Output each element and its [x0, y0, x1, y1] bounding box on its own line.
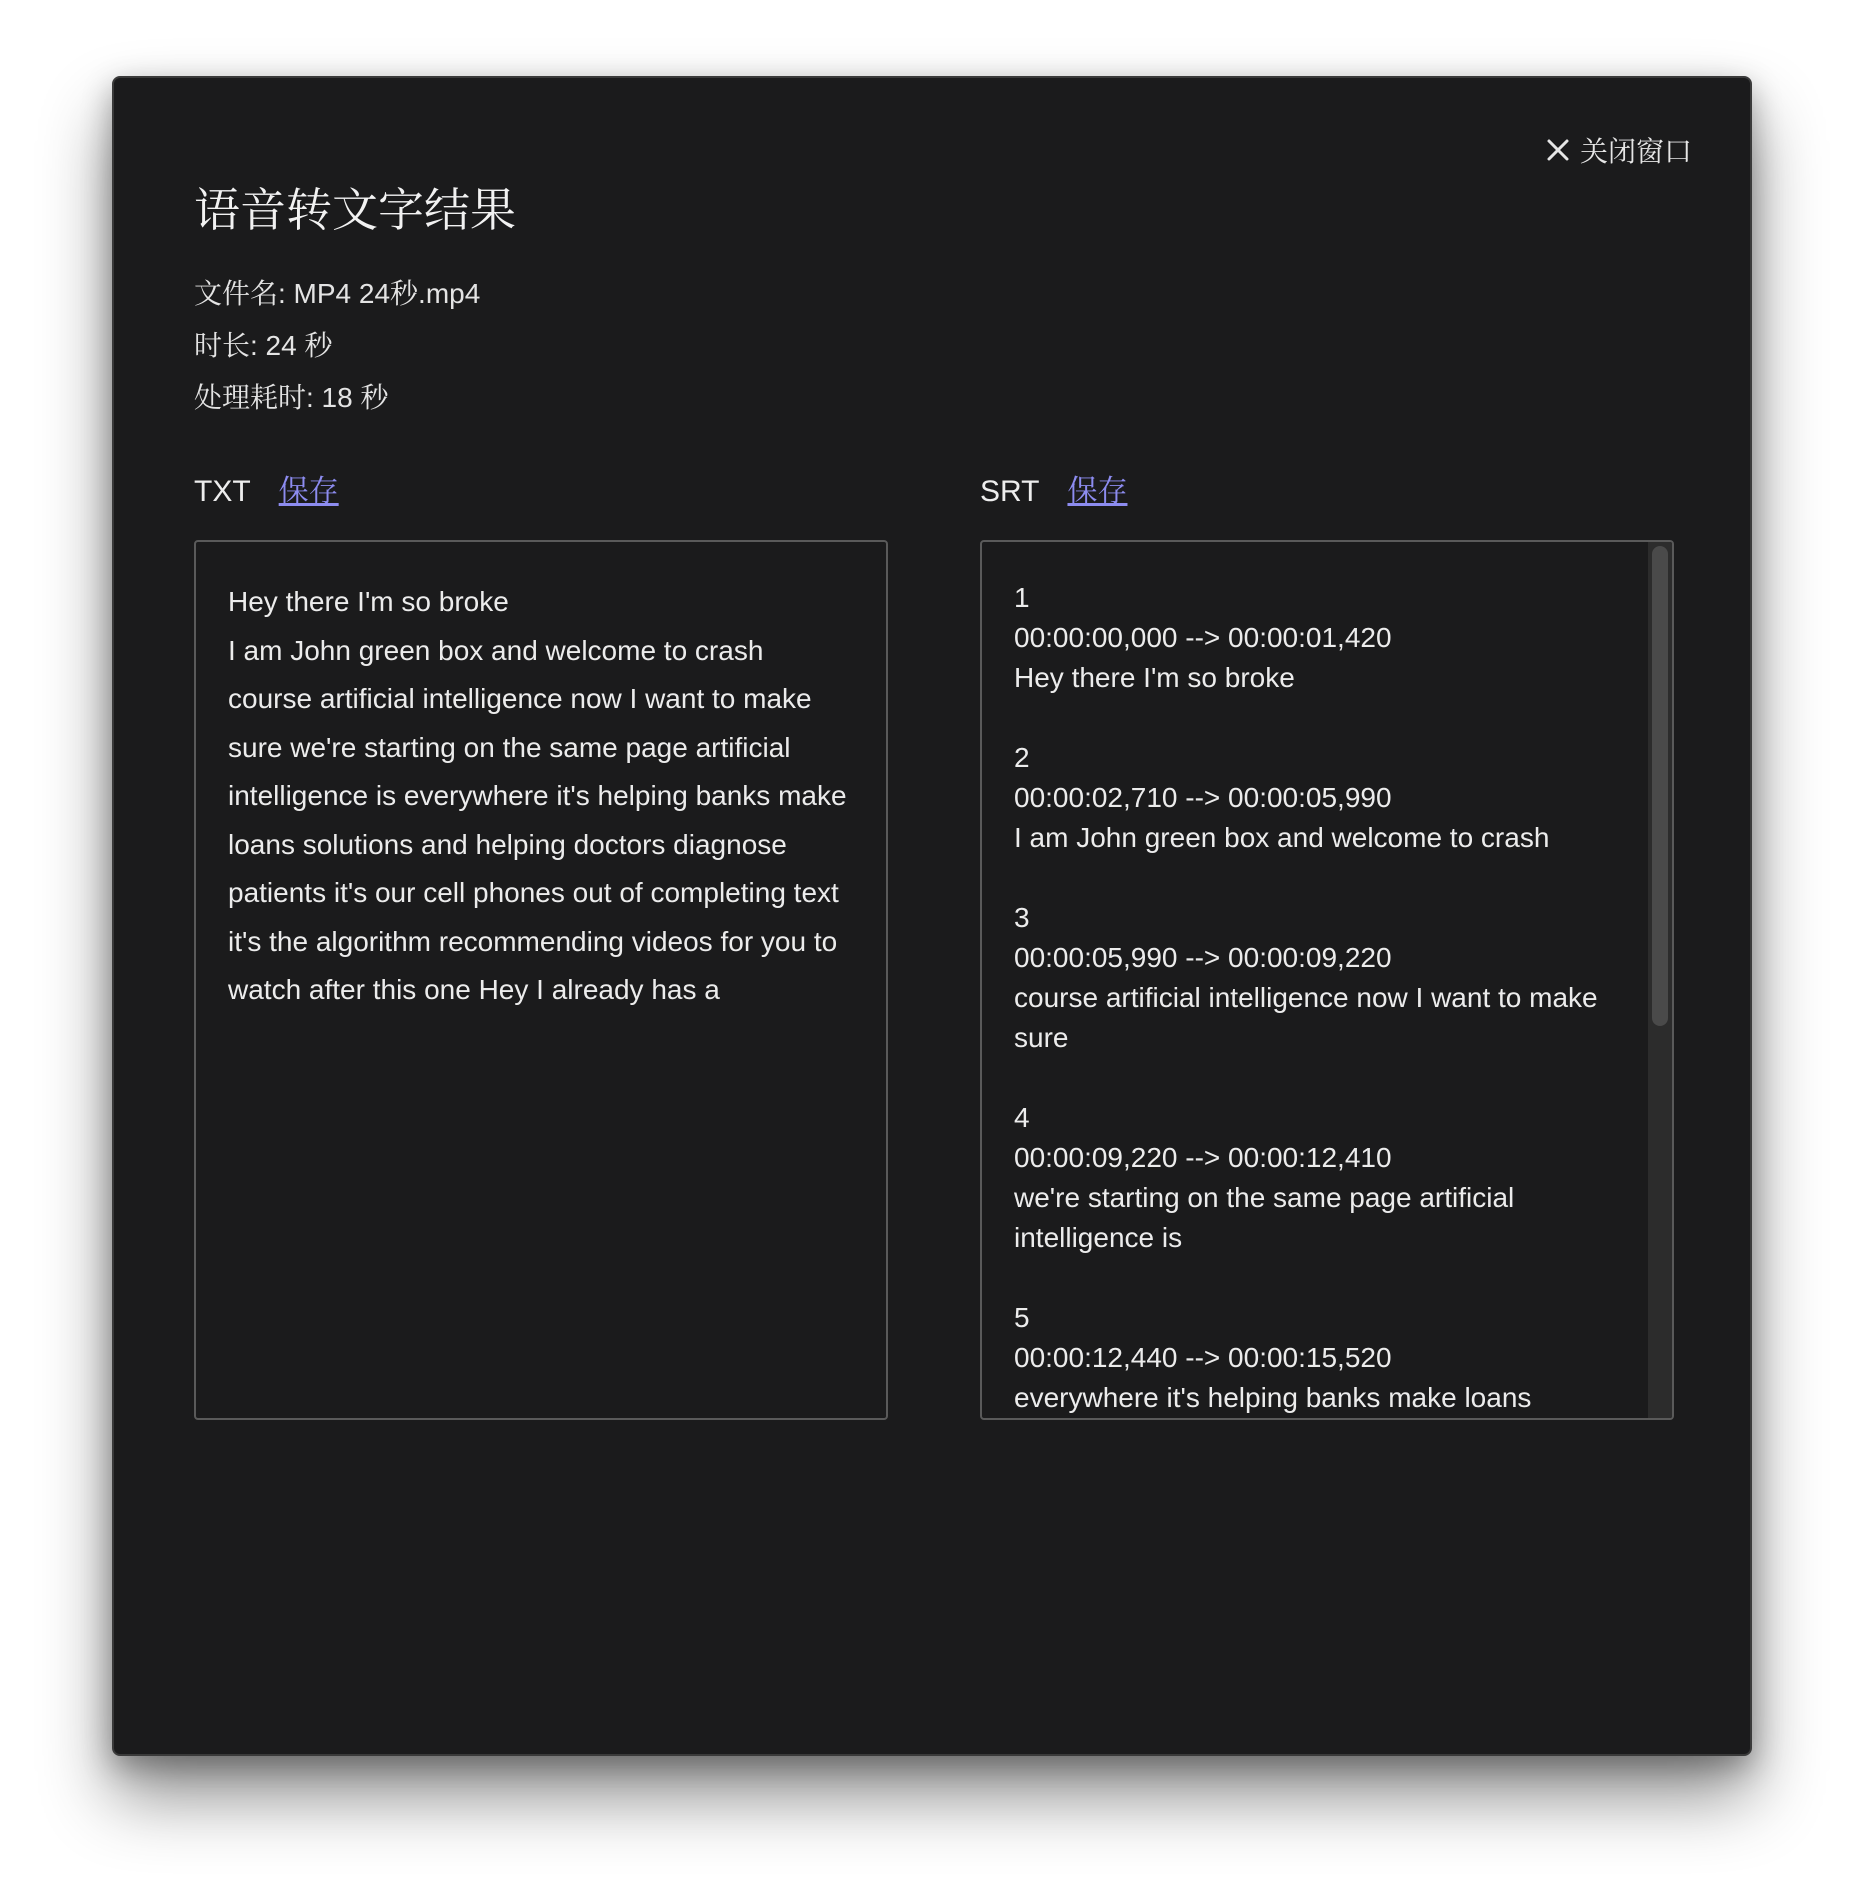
txt-header [194, 466, 339, 510]
srt-entry [1014, 738, 1624, 858]
page-title: 语音转文字结果 [194, 184, 516, 236]
srt-header [980, 466, 1127, 510]
srt-entry-index: 4 [1014, 1102, 1030, 1133]
txt-save-link[interactable]: 保存 [278, 475, 339, 508]
close-icon [1546, 138, 1570, 162]
srt-scrollbar[interactable] [1648, 542, 1672, 1418]
close-window-button[interactable] [1546, 130, 1692, 170]
srt-entry-index: 1 [1014, 582, 1030, 613]
srt-entry-index: 3 [1014, 902, 1030, 933]
txt-content: Hey there I'm so broke I am John green box and welcome to crash course artificial intelligence now I want to make sure we're starting on the same page artificial intelligence is everywhere it's helping banks make loans solutions and helping doctors diagnose patients it's our cell phones out of completing text it's the algorithm recommending videos for you to watch after this one Hey I already has a [228, 586, 847, 1005]
srt-entry-time: 00:00:12,440 --> 00:00:15,520 [1014, 1342, 1392, 1373]
srt-entry [1014, 1298, 1624, 1418]
srt-entry [1014, 898, 1624, 1058]
srt-entry-time: 00:00:05,990 --> 00:00:09,220 [1014, 942, 1392, 973]
txt-textarea[interactable] [194, 540, 888, 1420]
srt-save-link[interactable]: 保存 [1067, 475, 1128, 508]
srt-entry-text: course artificial intelligence now I want to make sure [1014, 982, 1606, 1053]
srt-entry [1014, 578, 1624, 698]
txt-label: TXT [194, 475, 251, 508]
srt-entry-time: 00:00:00,000 --> 00:00:01,420 [1014, 622, 1392, 653]
srt-entry-time: 00:00:02,710 --> 00:00:05,990 [1014, 782, 1392, 813]
srt-entry-index: 5 [1014, 1302, 1030, 1333]
srt-entry-time: 00:00:09,220 --> 00:00:12,410 [1014, 1142, 1392, 1173]
srt-entry-index: 2 [1014, 742, 1030, 773]
duration-text: 时长: 24 秒 [194, 330, 333, 361]
close-window-label: 关闭窗口 [1579, 136, 1692, 167]
srt-entry-text: I am John green box and welcome to crash [1014, 822, 1550, 853]
srt-entry [1014, 1098, 1624, 1258]
processing-time-text: 处理耗时: 18 秒 [194, 382, 389, 413]
srt-entry-text: we're starting on the same page artificial intelligence is [1014, 1182, 1523, 1253]
srt-entry-text: everywhere it's helping banks make loans [1014, 1382, 1532, 1413]
srt-entry-text: Hey there I'm so broke [1014, 662, 1295, 693]
srt-textarea[interactable] [980, 540, 1674, 1420]
srt-list [1014, 578, 1640, 1418]
srt-label: SRT [980, 475, 1040, 508]
results-window [112, 76, 1752, 1756]
filename-text: 文件名: MP4 24秒.mp4 [194, 278, 481, 309]
file-info [194, 268, 480, 424]
srt-scrollbar-thumb[interactable] [1652, 546, 1668, 1026]
